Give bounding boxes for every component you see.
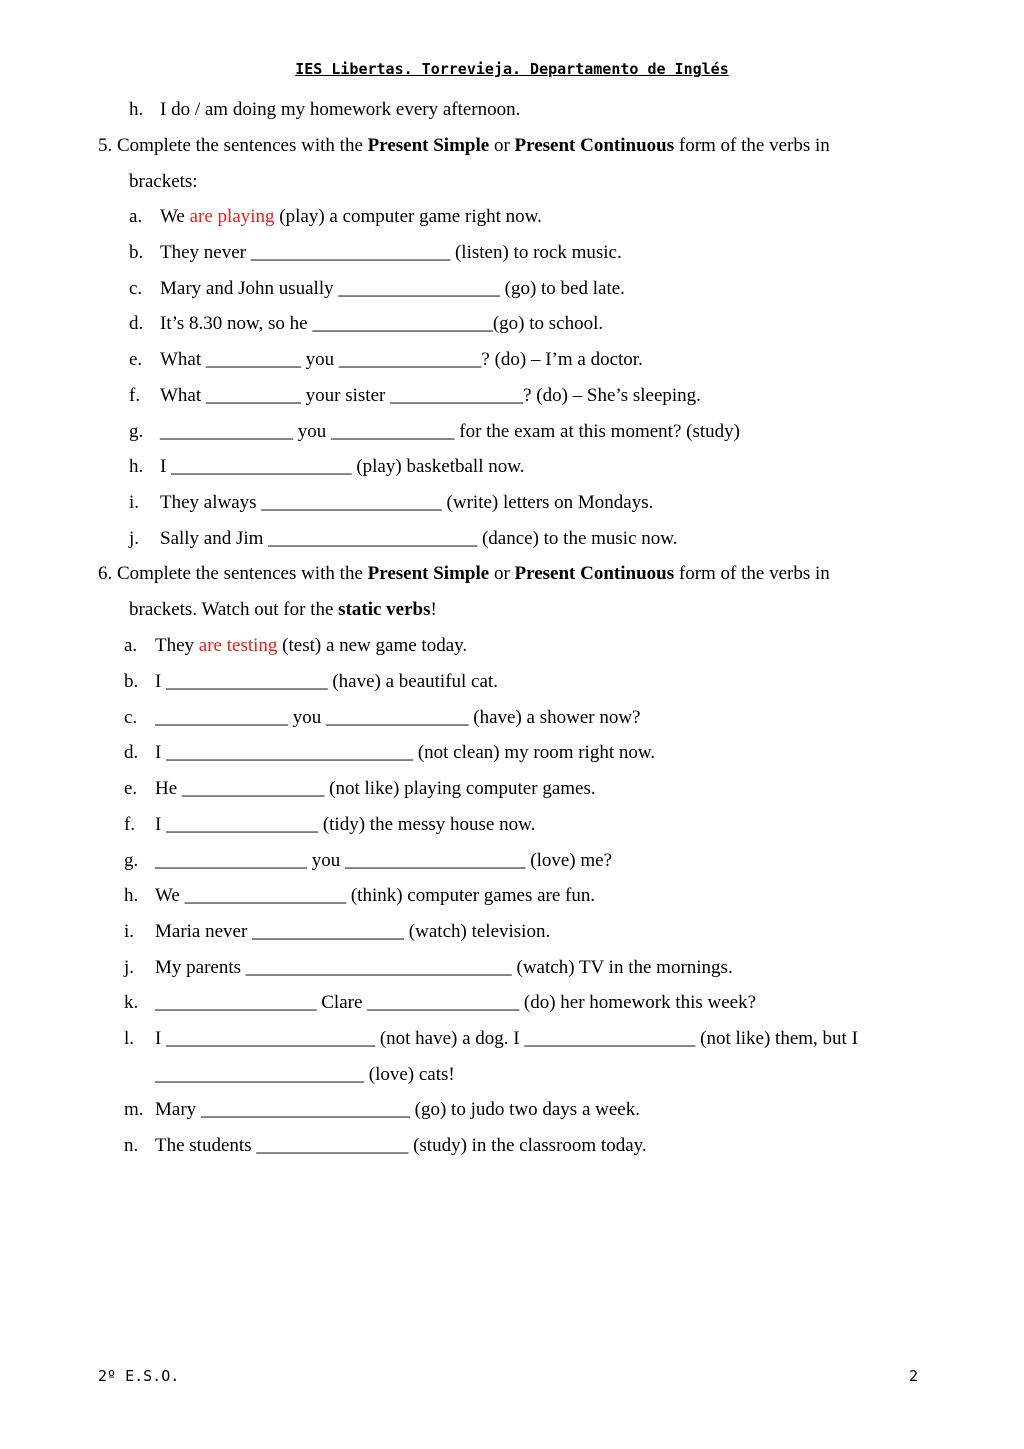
item-letter: c. (124, 706, 138, 728)
item-letter: d. (129, 313, 144, 335)
item-letter: b. (124, 671, 139, 692)
item-letter: m. (124, 1099, 144, 1121)
example-answer: are playing (189, 206, 275, 227)
item-letter: e. (124, 778, 138, 800)
item-letter: i. (124, 920, 135, 942)
instruction-text-mid: or (489, 135, 515, 156)
item-text: I _________________ (have) a beautiful cat. (155, 671, 498, 692)
instruction-text: 5. Complete the sentences with the (98, 135, 368, 156)
item-text: We (160, 206, 190, 227)
page-header (0, 60, 1024, 78)
item-text: I __________________________ (not clean) my room right now. (155, 742, 656, 764)
item-letter: h. (124, 885, 139, 907)
item-text: I ___________________ (play) basketball now. (160, 456, 525, 478)
item-text: The students ________________ (study) in the classroom today. (155, 1135, 647, 1157)
item-letter: j. (129, 527, 140, 549)
item-text: ______________ you _______________ (have) a shower now? (155, 706, 641, 728)
instruction-text: 6. Complete the sentences with the (98, 563, 368, 584)
item-text: We _________________ (think) computer games are fun. (155, 885, 596, 907)
item-text: Sally and Jim ______________________ (dance) to the music now. (160, 527, 678, 549)
item-letter: n. (124, 1135, 139, 1157)
footer-course: 2º E.S.O. (98, 1367, 180, 1385)
item-text: My parents ____________________________ (watch) TV in the mornings. (155, 956, 733, 978)
item-letter: e. (129, 349, 143, 371)
instruction-bold-1: Present Simple (367, 135, 490, 156)
instruction-text-mid: or (489, 563, 515, 584)
instruction-text: brackets. Watch out for the (129, 599, 339, 620)
instruction-bold-2: Present Continuous (514, 563, 675, 584)
item-text: ______________ you _____________ for the exam at this moment? (study) (160, 420, 740, 442)
item-text: Maria never ________________ (watch) television. (155, 920, 551, 942)
item-text: It’s 8.30 now, so he ___________________(go) to school. (160, 313, 604, 335)
item-text: ________________ you ___________________ (love) me? (155, 849, 613, 871)
item-letter: j. (124, 956, 135, 978)
item-letter: g. (129, 420, 144, 442)
instruction-text-end: form of the verbs in (674, 135, 830, 156)
item-letter: h. (129, 456, 144, 478)
item-letter: l. (124, 1028, 135, 1049)
item-text-end: (play) a computer game right now. (274, 206, 542, 227)
instruction-text-end: ! (430, 599, 437, 620)
instruction-text-end: form of the verbs in (674, 563, 830, 584)
item-letter: h. (129, 99, 144, 120)
item-text: Mary and John usually _________________ (go) to bed late. (160, 277, 625, 299)
item-text: They never _____________________ (listen) to rock music. (160, 242, 622, 263)
item-text: I ______________________ (not have) a dog. I __________________ (not like) them, but I (155, 1028, 858, 1049)
item-letter: c. (129, 277, 143, 299)
item-text: They (155, 635, 199, 656)
item-letter: i. (129, 491, 140, 513)
instruction-bold-2: Present Continuous (514, 135, 675, 156)
item-text: ______________________ (love) cats! (155, 1063, 455, 1085)
item-letter: b. (129, 242, 144, 263)
item-text-end: (test) a new game today. (277, 635, 468, 656)
example-answer: are testing (198, 635, 278, 656)
item-text: Mary ______________________ (go) to judo two days a week. (155, 1099, 640, 1121)
item-text: What __________ your sister ______________? (do) – She’s sleeping. (160, 384, 701, 406)
item-letter: a. (129, 206, 143, 227)
item-letter: g. (124, 849, 139, 871)
item-text: They always ___________________ (write) letters on Mondays. (160, 491, 654, 513)
item-letter: d. (124, 742, 139, 764)
item-text: He _______________ (not like) playing computer games. (155, 778, 596, 800)
item-letter: f. (129, 384, 141, 406)
instruction-bold: static verbs (338, 599, 431, 620)
item-text: What __________ you _______________? (do) – I’m a doctor. (160, 349, 643, 371)
header-text: IES Libertas. Torrevieja. Departamento de Inglés (295, 60, 729, 78)
item-text: I do / am doing my homework every afternoon. (160, 99, 521, 120)
item-text: I ________________ (tidy) the messy house now. (155, 813, 536, 835)
instruction-bold-1: Present Simple (367, 563, 490, 584)
page-number: 2 (909, 1367, 919, 1385)
instruction-text: brackets: (129, 171, 198, 192)
item-letter: k. (124, 992, 139, 1014)
item-letter: f. (124, 813, 136, 835)
item-letter: a. (124, 635, 138, 656)
item-text: _________________ Clare ________________ (do) her homework this week? (155, 992, 757, 1014)
